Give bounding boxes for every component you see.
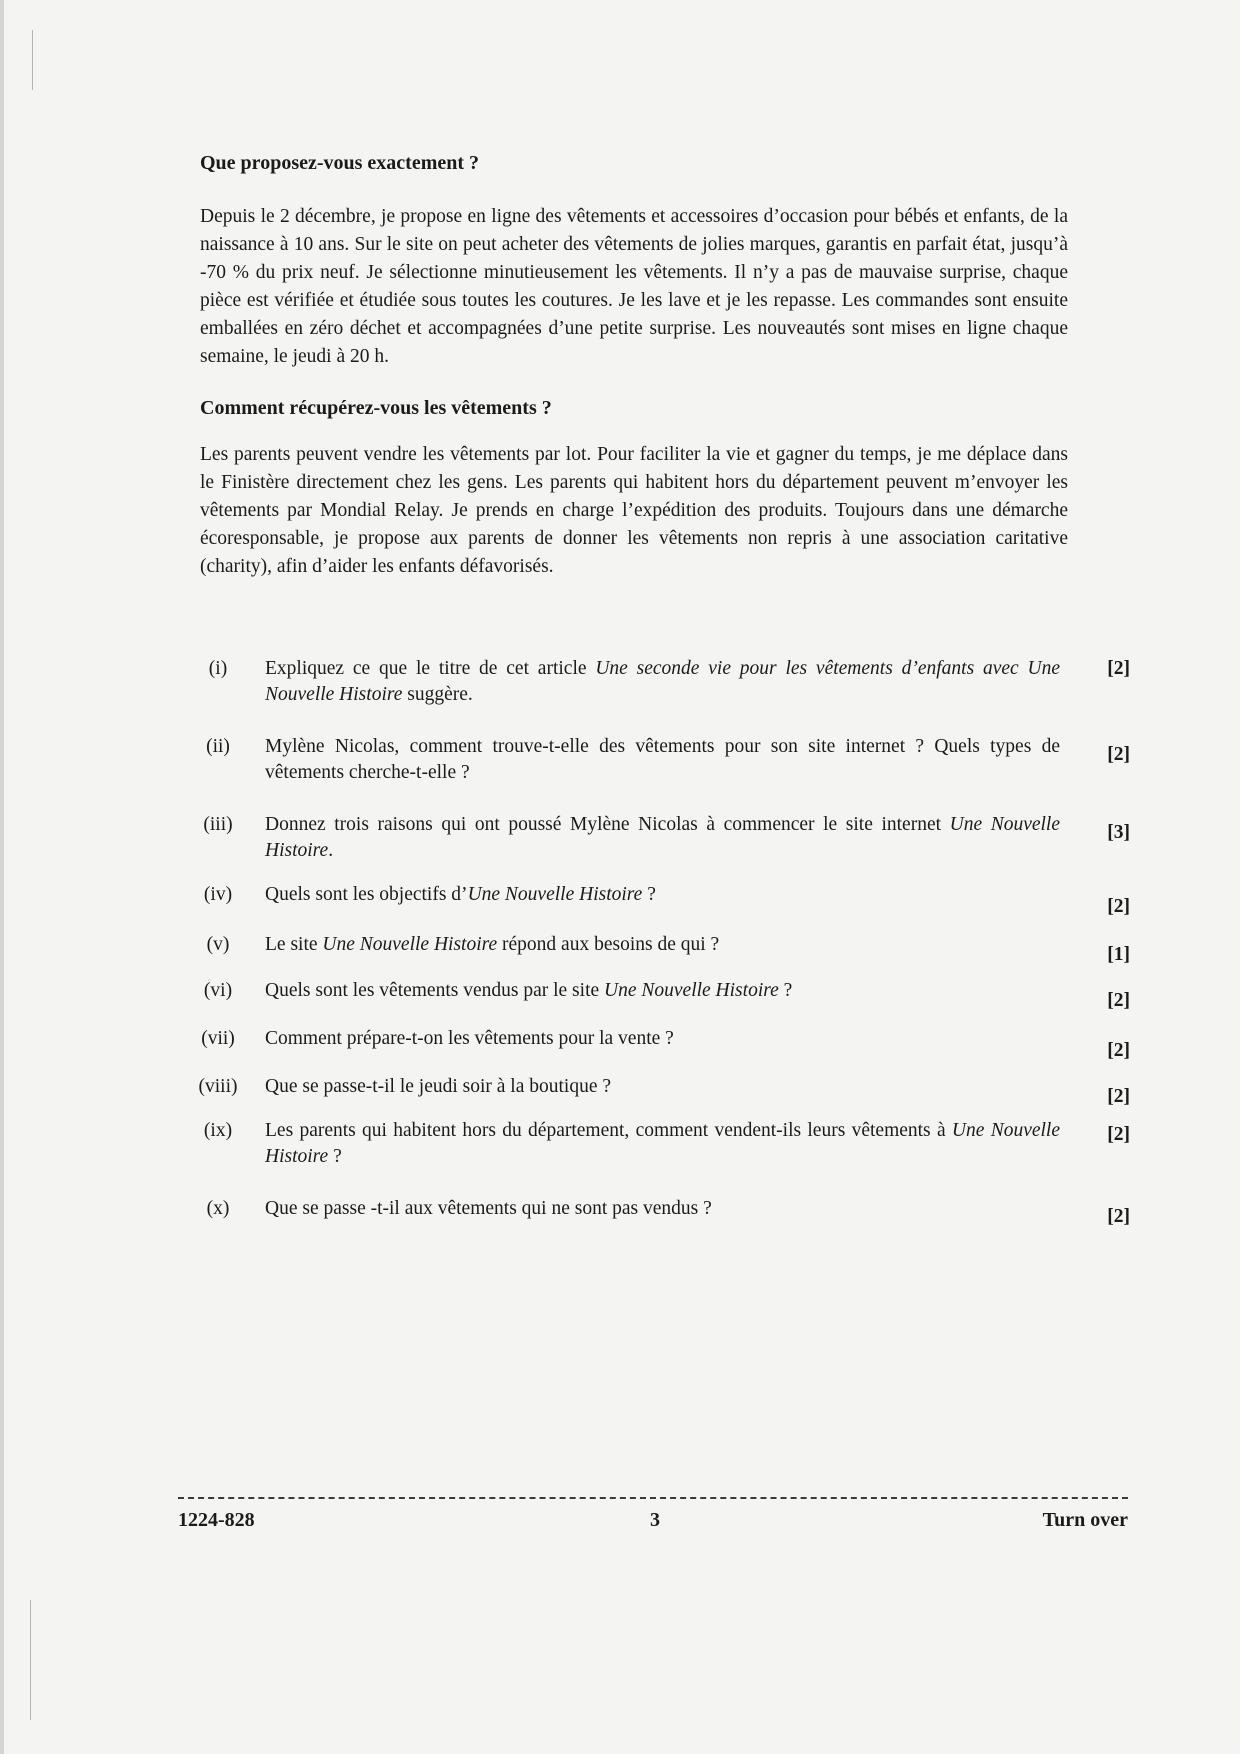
question-item	[190, 1074, 1130, 1107]
question-text-part: Quels sont les objectifs d’	[265, 884, 468, 905]
question-item	[190, 882, 1130, 917]
scan-mark	[32, 30, 33, 90]
question-title-italic: Une Nouvelle Histoire	[322, 934, 498, 955]
question-item	[190, 1118, 1130, 1170]
question-text	[265, 656, 1060, 708]
question-marks: [2]	[1107, 744, 1130, 765]
scan-edge	[0, 0, 4, 1754]
scan-mark	[30, 1600, 31, 1720]
question-text-part: Le site	[265, 934, 323, 955]
question-text	[265, 812, 1060, 864]
question-marks: [2]	[1107, 1124, 1130, 1145]
question-marks: [2]	[1107, 1206, 1130, 1227]
question-title-italic: Une seconde vie pour les vêtements d’enfants avec Une Nouvelle Histoire	[265, 658, 1061, 705]
section-paragraph: Depuis le 2 décembre, je propose en ligne des vêtements et accessoires d’occasion pour bébés et enfants, de la naissance à 10 ans. Sur le site on peut acheter des vêtements de jolies marques, garantis en parfait état, jusqu’à -70 % du prix neuf. Je sélectionne minutieusement les vêtements. Il n’y a pas de mauvaise surprise, chaque pièce est vérifiée et étudiée sous toutes les coutures. Je les lave et je les repasse. Les commandes sont ensuite emballées en zéro déchet et accompagnées d’une petite surprise. Les nouveautés sont mises en ligne chaque semaine, le jeudi à 20 h.	[200, 206, 1068, 367]
question-number: (viii)	[198, 1076, 238, 1097]
question-text	[265, 1196, 1060, 1222]
question-item	[190, 1196, 1130, 1227]
question-item	[190, 812, 1130, 864]
question-title-italic: Une Nouvelle Histoire	[265, 814, 1060, 861]
question-text	[265, 932, 1060, 958]
question-text-part: Quels sont les vêtements vendus par le site	[265, 980, 605, 1001]
question-text	[265, 1118, 1060, 1170]
question-text	[265, 1074, 1060, 1100]
question-text	[265, 882, 1060, 908]
question-text-part: suggère.	[402, 684, 473, 705]
question-text-part: Que se passe-t-il le jeudi soir à la boutique ?	[265, 1076, 612, 1097]
question-text	[265, 734, 1060, 786]
question-marks: [1]	[1107, 944, 1130, 965]
question-title-italic: Une Nouvelle Histoire	[604, 980, 779, 1001]
turn-over-label: Turn over	[1042, 1509, 1128, 1531]
question-number: (x)	[206, 1198, 230, 1219]
question-number: (iv)	[203, 884, 233, 905]
question-item	[190, 978, 1130, 1011]
question-number: (vi)	[203, 980, 233, 1001]
question-text	[265, 978, 1060, 1004]
question-marks: [3]	[1107, 822, 1130, 843]
question-marks: [2]	[1107, 1086, 1130, 1107]
question-marks: [2]	[1107, 896, 1130, 917]
question-title-italic: Une Nouvelle Histoire	[265, 1120, 1060, 1167]
question-number: (v)	[206, 934, 230, 955]
paper-code: 1224-828	[178, 1509, 255, 1531]
question-text-part: répond aux besoins de qui ?	[497, 934, 720, 955]
page-number: 3	[650, 1509, 660, 1531]
question-text-part: ?	[778, 980, 793, 1001]
question-text-part: ?	[328, 1146, 342, 1167]
question-title-italic: Une Nouvelle Histoire	[467, 884, 643, 905]
question-item	[190, 656, 1130, 708]
section-heading: Que proposez-vous exactement ?	[200, 152, 480, 174]
question-text-part: .	[328, 840, 334, 861]
question-number: (ix)	[203, 1120, 233, 1141]
question-item	[190, 932, 1130, 965]
question-number: (ii)	[206, 736, 230, 757]
question-text-part: Les parents qui habitent hors du département, comment vendent-ils leurs vêtements à	[265, 1120, 952, 1141]
question-text-part: Mylène Nicolas, comment trouve-t-elle des vêtements pour son site internet ? Quels types de vêtements cherche-t-elle ?	[265, 736, 1060, 783]
question-text-part: Expliquez ce que le titre de cet article	[265, 658, 596, 679]
question-marks: [2]	[1107, 658, 1130, 679]
question-item	[190, 734, 1130, 786]
question-number: (i)	[208, 658, 228, 679]
article-text	[200, 150, 1068, 581]
footer-divider	[178, 1497, 1128, 1499]
question-marks: [2]	[1107, 990, 1130, 1011]
question-text	[265, 1026, 1060, 1052]
section-paragraph: Les parents peuvent vendre les vêtements par lot. Pour faciliter la vie et gagner du temps, je me déplace dans le Finistère directement chez les gens. Les parents qui habitent hors du département peuvent m’envoyer les vêtements par Mondial Relay. Je prends en charge l’expédition des produits. Toujours dans une démarche écoresponsable, je propose aux parents de donner les vêtements non repris à une association caritative (charity), afin d’aider les enfants défavorisés.	[200, 444, 1068, 577]
question-text-part: Donnez trois raisons qui ont poussé Mylène Nicolas à commencer le site internet	[265, 814, 950, 835]
question-item	[190, 1026, 1130, 1061]
section-heading: Comment récupérez-vous les vêtements ?	[200, 397, 552, 419]
question-marks: [2]	[1107, 1040, 1130, 1061]
question-number: (vii)	[201, 1028, 235, 1049]
question-text-part: Comment prépare-t-on les vêtements pour la vente ?	[265, 1028, 674, 1049]
question-number: (iii)	[203, 814, 233, 835]
question-text-part: ?	[642, 884, 656, 905]
question-text-part: Que se passe -t-il aux vêtements qui ne sont pas vendus ?	[265, 1198, 712, 1219]
